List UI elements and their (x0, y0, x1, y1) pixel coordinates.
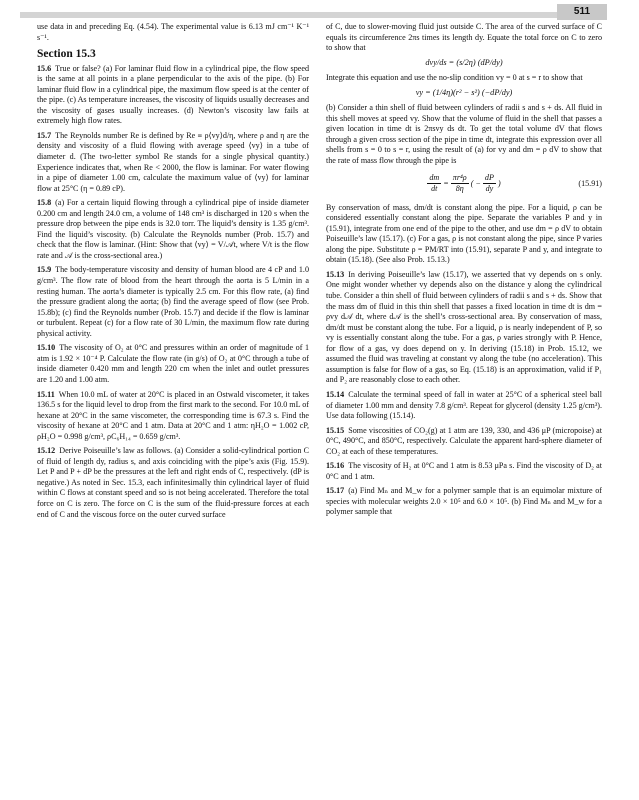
problem-number: 15.13 (326, 269, 345, 279)
intro-text: use data in and preceding Eq. (4.54). The experimental value is 6.13 mJ cm⁻¹ K⁻¹ s⁻¹. (37, 22, 309, 42)
problem-text: True or false? (a) For laminar fluid flow in a cylindrical pipe, the flow speed is the same at all points in a plane perpendicular to the axis of the pipe. (b) For laminar fluid flow in a cylindrical pipe, the maximum flow speed is at the center of the pipe. (c) As temperature increases, the viscosity of liquids usually decreases and the viscosity of gases usually increases. (d) Newton’s viscosity law fails at extremely high flow rates. (37, 63, 309, 126)
right-column (326, 22, 602, 522)
problem-number: 15.8 (37, 198, 52, 208)
continuation-text: (b) Consider a thin shell of fluid between cylinders of radii s and s + ds. All fluid in this shell moves at speed vy. Show that the volume of fluid in the shell that passes a given location in time dt is 2πsvy ds dt. To get the total volume dV that flows through a given cross section of the pipe in time dt, integrate this expression over all shells from s = 0 to s = r, using the result of (a) for vy and dm = ρ dV to show that the rate of mass flow through the pipe is (326, 103, 602, 166)
continuation-text: Integrate this equation and use the no-slip condition vy = 0 at s = r to show that (326, 73, 583, 83)
problem (326, 426, 602, 458)
problem (37, 198, 309, 261)
section-title: Section 15.3 (37, 48, 96, 61)
continuation-text: By conservation of mass, dm/dt is constant along the pipe. For a liquid, ρ can be considered essentially constant along the pipe. Separate the variables P and y in (15.91), integrate from one end of the pipe to the other, and use dm = ρ dV to obtain Poiseuille’s law (15.17). (c) For a gas, ρ is not constant along the pipe, since P varies along the pipe. Substitute ρ = PM/RT into (15.91), separate P and y, and integrate to obtain (15.18). (See also Prob. 15.13.) (326, 202, 602, 265)
problem-text: (a) Find Mₙ and M_w for a polymer sample that is an equimolar mixture of species with molecular weights 2.0 × 10⁵ and 6.0 × 10⁵. (b) Find Mₙ and M_w for a polymer sample that (326, 486, 602, 517)
problem-text: The Reynolds number Re is defined by Re ≡ ρ⟨vy⟩d/η, where ρ and η are the density and viscosity of a fluid flowing with average speed ⟨vy⟩ in a tube of diameter d. (The two-letter symbol Re stands for a single physical quantity.) Experience indicates that, when Re < 2000, the flow is laminar. For water flowing in a pipe of diameter 1.00 cm, calculate the maximum value of ⟨vy⟩ for laminar flow at 25°C (η = 0.89 cP). (37, 130, 309, 193)
equation-15-91 (326, 173, 602, 195)
problem (37, 390, 309, 443)
problem-number: 15.7 (37, 130, 52, 140)
problem (37, 343, 309, 385)
close-paren: ) (497, 178, 501, 188)
problem (326, 390, 602, 422)
problem (326, 461, 602, 482)
left-column (37, 22, 309, 524)
problem-text: Some viscosities of CO₂(g) at 1 atm are 139, 330, and 436 μP (micropoise) at 0°C, 490°C, and 850°C, respectively. Calculate the apparent hard-sphere diameter of CO₂ at each of these temperatures. (326, 425, 602, 456)
problem-number: 15.15 (326, 425, 345, 435)
open-paren: ( − (470, 178, 483, 188)
problem-text: The viscosity of H₂ at 0°C and 1 atm is 8.53 μPa s. Find the viscosity of D₂ at 0°C and 1 atm. (326, 461, 602, 481)
header-bar (20, 12, 580, 18)
problem-text: Calculate the terminal speed of fall in water at 25°C of a spherical steel ball of diameter 1.00 mm and density 7.8 g/cm³. Repeat for glycerol (density 1.25 g/cm³). Use data following (15.14). (326, 389, 602, 421)
equation-dvy-ds: dvy/ds = (s/2η) (dP/dy) (425, 57, 503, 67)
problem-text: The viscosity of O₂ at 0°C and pressures within an order of magnitude of 1 atm is 1.92 × 10⁻⁴ P. Calculate the flow rate (in g/s) of O₂ at 0°C through a tube of inside diameter 0.420 mm and length 220 cm when the inlet and outlet pressures are 1.20 and 1.00 atm. (37, 343, 309, 384)
problem-text: Derive Poiseuille’s law as follows. (a) Consider a solid-cylindrical portion C of fluid of length dy, radius s, and axis coinciding with the pipe’s axis (Fig. 15.9). Let P and P + dP be the pressures at the left and right ends of C, respectively. (dP is negative.) As noted in Sec. 15.3, each infinitesimally thin cylindrical layer of fluid within C flows at constant speed and so is not being accelerated. Therefore the total force on C is zero. The force on C is the sum of the fluid-pressure forces at each end of C and the viscous force on the outer curved surface (37, 446, 309, 519)
problem-number: 15.9 (37, 265, 52, 275)
problem-number: 15.16 (326, 461, 345, 471)
problem (326, 486, 602, 518)
fraction-coefficient: $\frac{\text{πr⁴ρ}}{8\eta}$ (452, 172, 467, 194)
problem-number: 15.17 (326, 486, 345, 496)
equation-number: (15.91) (578, 178, 602, 188)
problem-text: In deriving Poiseuille’s law (15.17), we asserted that vy depends on s only. One might wonder whether vy depends also on the distance y along the cylindrical tube. Consider a thin shell of fluid between cylinders of radii s and s + ds. Show that the mass dm of fluid in this thin shell that passes a fixed location in time dt is dm = ρvy d𝒜 dt, where d𝒜 is the shell’s cross-sectional area. By conservation of mass, dm/dt must be constant along the tube. For a liquid, ρ is nearly independent of P, so vy is essentially constant along the tube. For a gas, ρ varies strongly with P. Hence, for flow of a gas, vy does depend on y. In deriving (15.18) in Prob. 15.12, we assumed the fluid was traveling at constant vy along the tube (no acceleration). This assumption is false for flow of a gas, so Eq. (15.18) is an approximation, valid if P₁ and P₂ are reasonably close to each other. (326, 269, 602, 385)
equation-vy: vy = (1/4η)(r² − s²) (−dP/dy) (415, 87, 513, 97)
problem-number: 15.10 (37, 343, 56, 353)
problem-text: The body-temperature viscosity and density of human blood are 4 cP and 1.0 g/cm³. The flow rate of blood from the heart through the aorta is 5 L/min in a resting human. The aorta’s diameter is typically 2.5 cm. For this flow rate, (a) find the pressure gradient along the aorta; (b) find the average speed of flow (see Prob. 15.8b); (c) find the Reynolds number (Prob. 15.7) and decide if the flow is laminar or turbulent. Repeat (c) for a flow rate of 30 L/min, the maximum flow rate during physical activity. (37, 265, 309, 338)
problem (37, 131, 309, 194)
equals-sign: = (443, 178, 451, 188)
fraction-dp-dy: $\frac{dP}{dy}$ (484, 172, 494, 194)
problem-number: 15.12 (37, 446, 56, 456)
problem (37, 446, 309, 520)
problem (37, 64, 309, 127)
page-header (0, 4, 639, 20)
problem-number: 15.11 (37, 389, 55, 399)
problem-number: 15.14 (326, 389, 345, 399)
problem-text: When 10.0 mL of water at 20°C is placed in an Ostwald viscometer, it takes 136.5 s for the liquid level to drop from the first mark to the second. For 10.0 mL of hexane at 20°C in the same viscometer, the corresponding time is 67.3 s. Find the viscosity of hexane at 20°C and 1 atm. Data at 20°C and 1 atm: ηH₂O = 1.002 cP, ρH₂O = 0.998 g/cm³, ρC₆H₁₄ = 0.659 g/cm³. (37, 389, 309, 441)
problem (326, 270, 602, 386)
continuation-text: of C, due to slower-moving fluid just outside C. The area of the curved surface of C equals its circumference 2πs times its length dy. Equate the total force on C to zero to show that (326, 22, 602, 53)
problem-number: 15.6 (37, 63, 52, 73)
problem (37, 265, 309, 339)
page-number: 511 (557, 4, 607, 20)
fraction-dm-dt: $\frac{dm}{dt}$ (429, 172, 440, 194)
problem-text: (a) For a certain liquid flowing through a cylindrical pipe of inside diameter 0.200 cm and length 24.0 cm, a volume of 148 cm³ is discharged in 120 s when the pressure drop between the pipe ends is 32.0 torr. The liquid’s density is 1.35 g/cm³. Find the liquid’s viscosity. (b) Calculate the Reynolds number (Prob. 15.7) and check that the flow is laminar. (Hint: Show that ⟨vy⟩ = V/𝒜t, where V/t is the flow rate and 𝒜 is the cross-sectional area.) (37, 198, 309, 260)
